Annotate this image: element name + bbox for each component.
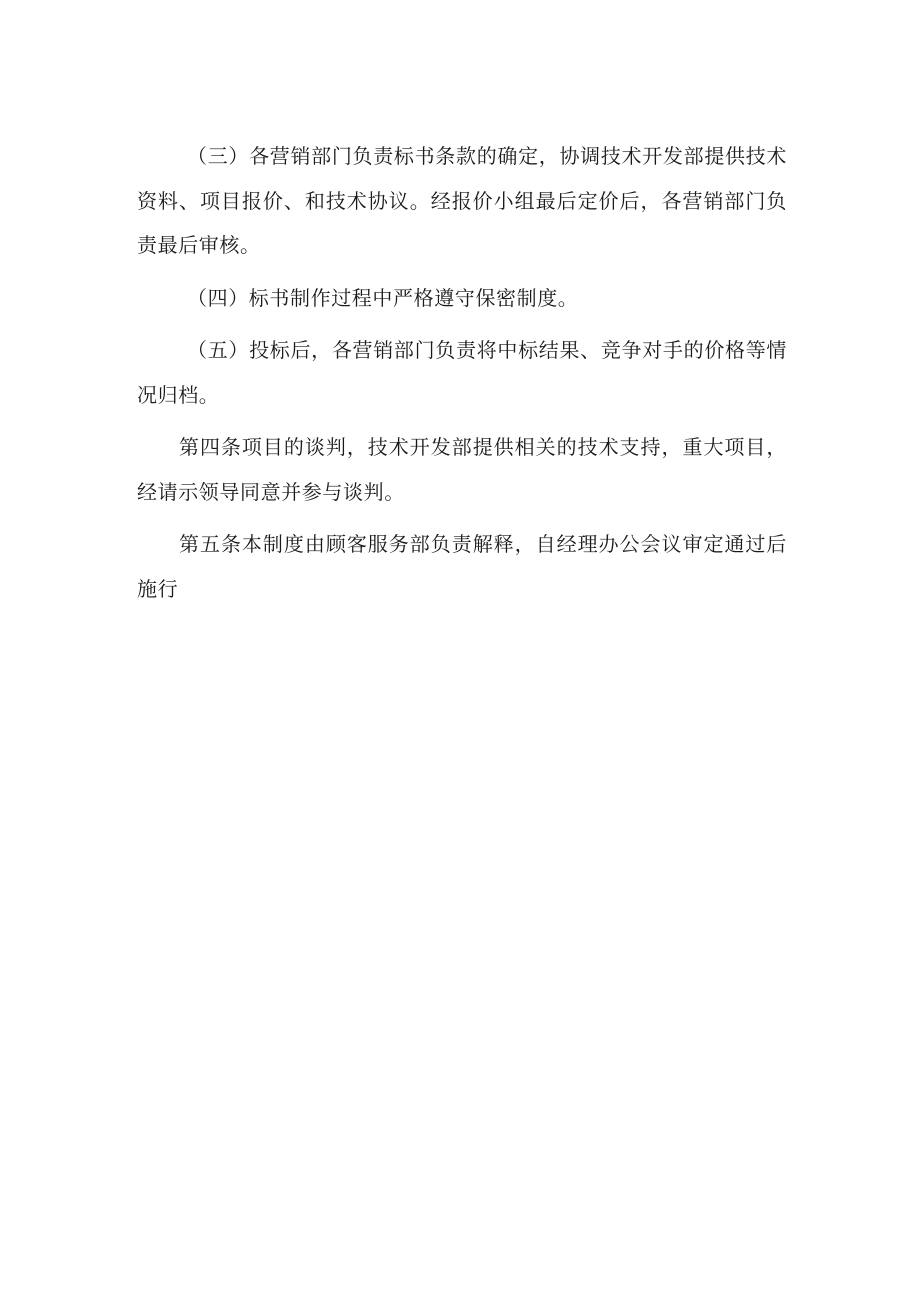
paragraph-item-5: （五）投标后，各营销部门负责将中标结果、竞争对手的价格等情况归档。 [137,338,787,407]
article-5-paragraph: 第五条本制度由顾客服务部负责解释，自经理办公会议审定通过后施行 [137,532,787,601]
paragraph-item-4: （四）标书制作过程中严格遵守保密制度。 [187,285,579,310]
document-body [137,134,787,619]
paragraph-item-3: （三）各营销部门负责标书条款的确定，协调技术开发部提供技术资料、项目报价、和技术协议。经报价小组最后定价后，各营销部门负责最后审核。 [137,144,787,257]
article-4-paragraph: 第四条项目的谈判，技术开发部提供相关的技术支持，重大项目，经请示领导同意并参与谈判。 [137,435,787,504]
